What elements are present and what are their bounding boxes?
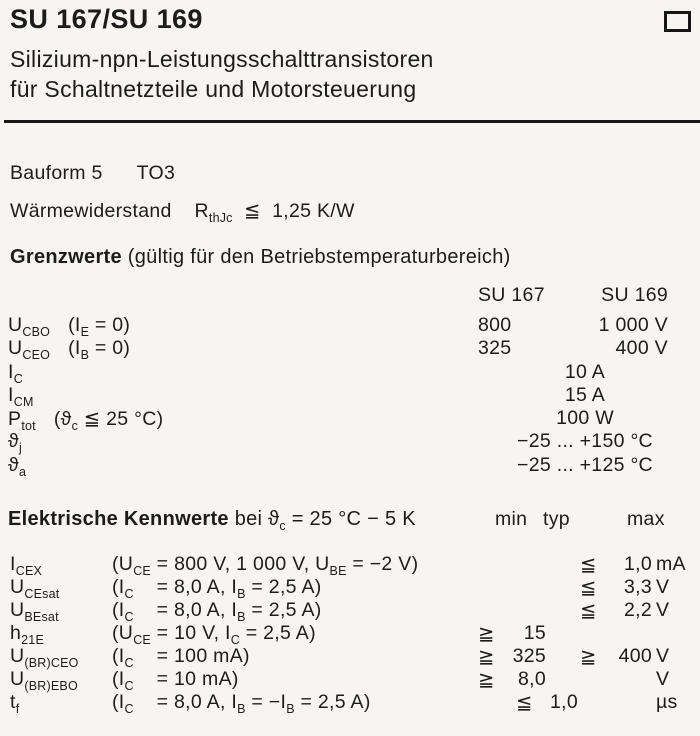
parameter-symbol: $U_{CBO}$ <box>8 314 51 339</box>
column-header-su167: SU 167 <box>478 284 545 306</box>
min-value-cell <box>478 668 546 692</box>
max-value: 400 <box>618 645 652 667</box>
thermal-resistance-line: Wärmewiderstand $R_{thJc}$ ≦ 1,25 K/W <box>10 200 355 225</box>
min-value-cell <box>478 622 546 646</box>
electrical-table <box>8 553 692 714</box>
parameter-symbol: $U_{(BR)CEO}$ <box>10 645 79 670</box>
limits-heading-rest: (gültig für den Betriebstemperaturbereich) <box>121 246 511 268</box>
unit-label: V <box>656 599 670 621</box>
max-value: 2,2 <box>623 599 652 621</box>
table-row <box>8 384 692 407</box>
table-row <box>8 622 692 645</box>
table-row <box>8 454 692 477</box>
value-shared: 100 W <box>556 407 614 430</box>
unit-label: V <box>656 576 670 598</box>
max-value: 3,3 <box>623 576 652 598</box>
limits-heading-bold: Grenzwerte <box>10 246 122 268</box>
unit-label: V <box>656 668 670 690</box>
parameter-symbol: $h_{21E}$ <box>10 622 44 647</box>
table-row <box>8 407 692 434</box>
max-value-cell <box>580 553 652 577</box>
relation-symbol: ≧ <box>580 646 597 668</box>
parameter-symbol: $I_{CEX}$ <box>10 553 43 578</box>
test-condition: ($I_C$ = 100 mA) <box>112 645 250 670</box>
limits-section-heading <box>10 246 511 269</box>
column-header-max: max <box>627 508 665 530</box>
table-row <box>8 361 692 384</box>
package-line: Bauform 5 TO3 <box>10 162 176 184</box>
min-value: 8,0 <box>517 668 546 690</box>
relation-symbol: ≦ <box>580 554 597 576</box>
max-value: 1,0 <box>623 553 652 575</box>
subtitle-line-2: für Schaltnetzteile und Motorsteuerung <box>10 76 417 102</box>
subtitle-line-1: Silizium-npn-Leistungsschalttransistoren <box>10 46 434 72</box>
parameter-symbol: $t_f$ <box>10 691 20 716</box>
value-su167: 800 <box>478 314 512 336</box>
unit-label: mA <box>656 553 686 575</box>
parameter-symbol: $U_{CEO}$ <box>8 337 51 363</box>
min-value: 15 <box>523 622 546 644</box>
relation-symbol: ≧ <box>478 669 495 691</box>
table-row <box>8 576 692 599</box>
value-su167: 325 <box>478 337 512 360</box>
value-shared: −25 ... +125 °C <box>517 453 653 476</box>
page-title: SU 167/SU 169 <box>10 4 203 34</box>
max-value-cell <box>580 599 652 623</box>
test-condition: ($I_C$ = 8,0 A, $I_B = 2,5$ A) <box>112 599 322 624</box>
parameter-symbol: $ϑ_j$ <box>8 430 22 456</box>
column-header-typ: typ <box>543 508 570 530</box>
column-header-su169: SU 169 <box>601 284 668 306</box>
test-condition: ($I_C$ = 8,0 A, $I_B = -I_B = 2,5$ A) <box>112 691 371 716</box>
value-su169: 400 V <box>615 337 668 360</box>
relation-symbol: ≧ <box>478 623 495 645</box>
electrical-section-heading <box>8 508 692 531</box>
relation-symbol: ≦ <box>580 600 597 622</box>
mid-value-cell <box>516 691 578 715</box>
max-value-cell <box>580 645 652 669</box>
parameter-symbol: $I_C$ <box>8 360 23 386</box>
parameter-symbol: $U_{CEsat}$ <box>10 576 60 601</box>
test-condition: $(I_B = 0)$ <box>68 337 131 363</box>
test-condition: ($I_C$ = 10 mA) <box>112 668 239 693</box>
parameter-symbol: $U_{(BR)EBO}$ <box>10 668 78 693</box>
horizontal-rule <box>4 120 700 123</box>
limits-table-rows <box>8 314 692 477</box>
empty-square-icon <box>664 11 691 32</box>
test-condition: ($ϑ_c$ ≦ 25 °C) <box>53 408 164 434</box>
unit-label: µs <box>656 691 678 713</box>
electrical-heading-rest: bei $ϑ_c = 25$ °C − 5 K <box>228 508 416 533</box>
table-row <box>8 645 692 668</box>
value-shared: 10 A <box>564 360 606 383</box>
electrical-heading-bold: Elektrische Kennwerte <box>8 508 229 530</box>
min-value: 325 <box>512 645 546 667</box>
value-shared: 15 A <box>564 383 606 406</box>
value-shared: −25 ... +150 °C <box>517 430 653 453</box>
value-su169: 1 000 V <box>598 314 668 336</box>
min-value-cell <box>478 645 546 669</box>
test-condition: ($U_{CE} = 10$ V, $I_C = 2,5$ A) <box>112 622 316 647</box>
limits-table <box>8 284 692 477</box>
parameter-symbol: $ϑ_a$ <box>8 453 27 479</box>
unit-label: V <box>656 645 670 667</box>
table-row <box>8 668 692 691</box>
test-condition: ($I_C$ = 8,0 A, $I_B = 2,5$ A) <box>112 576 322 601</box>
mid-value: 1,0 <box>549 691 578 713</box>
electrical-table-rows <box>8 553 692 714</box>
table-row <box>8 430 692 456</box>
page-subtitle <box>10 44 434 104</box>
parameter-symbol: $U_{BEsat}$ <box>10 599 59 624</box>
table-row <box>8 599 692 622</box>
limits-table-header <box>8 284 692 306</box>
relation-symbol: ≦ <box>516 692 533 714</box>
table-row <box>8 553 692 576</box>
table-row <box>8 314 692 337</box>
table-row <box>8 691 692 714</box>
max-value-cell <box>580 576 652 600</box>
test-condition: $(I_E = 0)$ <box>68 314 131 339</box>
relation-symbol: ≧ <box>478 646 495 668</box>
table-row <box>8 337 692 363</box>
test-condition: ($U_{CE} = 800$ V, 1 000 V, $U_{BE} = -2$ V) <box>112 553 419 578</box>
parameter-symbol: $P_{tot}$ <box>8 408 36 434</box>
relation-symbol: ≦ <box>580 577 597 599</box>
column-header-min: min <box>495 508 528 530</box>
parameter-symbol: $I_{CM}$ <box>8 383 34 409</box>
